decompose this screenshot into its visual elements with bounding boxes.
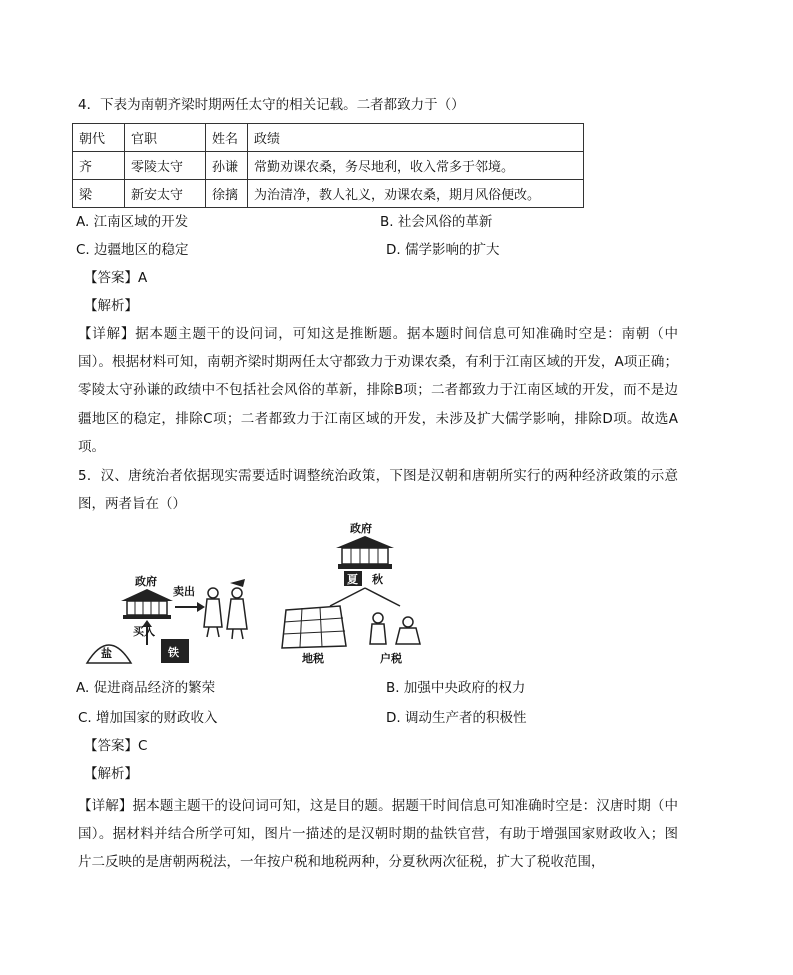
q4-option-c: C. 边疆地区的稳定 (76, 242, 189, 258)
q5-analysis-label: 【解析】 (84, 766, 138, 782)
q5-option-b: B. 加强中央政府的权力 (386, 680, 526, 696)
fig2-land-tax-label: 地税 (302, 652, 324, 665)
fig2-house-tax-label: 户税 (380, 652, 402, 665)
fig1-salt-label: 盐 (101, 647, 112, 660)
q4-analysis-label: 【解析】 (84, 298, 138, 314)
q4-option-b: B. 社会风俗的革新 (380, 214, 493, 230)
two-tax-figure (280, 518, 440, 666)
table-cell: 零陵太守 (125, 152, 206, 180)
table-cell: 梁 (73, 180, 125, 208)
table-header: 官职 (125, 124, 206, 152)
household-icon (370, 613, 420, 644)
q5-option-d: D. 调动生产者的积极性 (386, 710, 527, 726)
fig1-iron-label: 铁 (168, 646, 179, 659)
table-cell: 常勤劝课农桑，务尽地利，收入常多于邻境。 (248, 152, 584, 180)
table-cell: 为治清净，教人礼义，劝课农桑，期月风俗便改。 (248, 180, 584, 208)
fig1-gov-label: 政府 (135, 575, 157, 588)
table-cell: 孙谦 (206, 152, 248, 180)
fig1-sell-label: 卖出 (173, 585, 195, 598)
q4-option-d: D. 儒学影响的扩大 (386, 242, 500, 258)
q5-option-c: C. 增加国家的财政收入 (78, 710, 218, 726)
government-building-icon (336, 536, 394, 569)
table-header: 姓名 (206, 124, 248, 152)
q4-stem: 4．下表为南朝齐梁时期两任太守的相关记载。二者都致力于（） (78, 97, 465, 113)
fig1-buy-label: 买入 (133, 625, 155, 638)
merchants-icon (204, 579, 247, 639)
arrow-right-icon (175, 602, 205, 612)
fig2-summer-label: 夏 (347, 573, 358, 586)
salt-iron-figure (85, 565, 275, 665)
table-header-row (73, 124, 584, 152)
farmland-icon (282, 606, 346, 648)
q5-stem: 5．汉、唐统治者依据现实需要适时调整统治政策，下图是汉朝和唐朝所实行的两种经济政策的示意图，两者旨在（） (78, 468, 678, 513)
q5-answer: 【答案】C (84, 738, 148, 754)
q4-table (72, 123, 584, 208)
fig2-gov-label: 政府 (350, 522, 372, 535)
table-header: 政绩 (248, 124, 584, 152)
table-cell: 齐 (73, 152, 125, 180)
iron-block-icon (161, 639, 189, 663)
table-cell: 徐摛 (206, 180, 248, 208)
q5-detail: 【详解】据本题主题干的设问词可知，这是目的题。据题干时间信息可知准确时空是：汉唐时期（中国）。据材料并结合所学可知，图片一描述的是汉朝时期的盐铁官营，有助于增强国家财政收入；图片二反映的是唐朝两税法，一年按户税和地税两种，分夏秋两次征税，扩大了税收范围， (78, 798, 678, 871)
table-cell: 新安太守 (125, 180, 206, 208)
salt-pile-icon (87, 645, 131, 663)
table-row (73, 180, 584, 208)
fig2-autumn-label: 秋 (372, 573, 383, 586)
q4-option-a: A. 江南区域的开发 (76, 214, 189, 230)
q5-option-a: A. 促进商品经济的繁荣 (76, 680, 216, 696)
government-building-icon (121, 589, 173, 619)
table-header: 朝代 (73, 124, 125, 152)
q4-detail: 【详解】据本题主题干的设问词，可知这是推断题。据本题时间信息可知准确时空是：南朝（中国）。根据材料可知，南朝齐梁时期两任太守都致力于劝课农桑，有利于江南区域的开发，A项正确；零陵太守孙谦的政绩中不包括社会风俗的革新，排除B项；二者都致力于江南区域的开发，而不是边疆地区的稳定，排除C项；二者都致力于江南区域的开发，未涉及扩大儒学影响，排除D项。故选A项。 (78, 326, 678, 455)
table-row (73, 152, 584, 180)
q4-answer: 【答案】A (84, 270, 148, 286)
